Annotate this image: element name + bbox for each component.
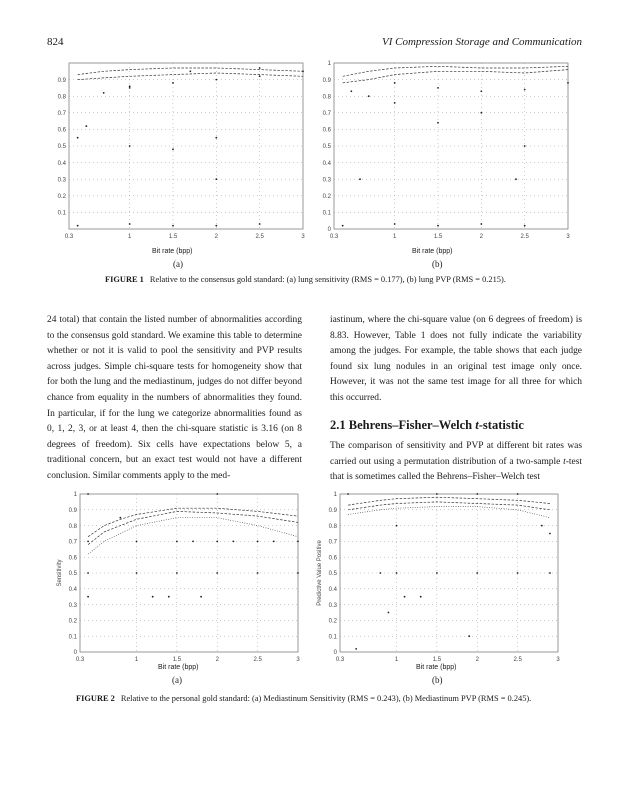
- x-tick-label: 1: [394, 657, 399, 663]
- y-tick-label: 0.4: [57, 160, 66, 167]
- y-tick-label: 0.6: [68, 555, 77, 562]
- y-tick-label: 0.7: [57, 111, 66, 117]
- data-point: [216, 541, 218, 543]
- data-point: [87, 596, 89, 598]
- data-point: [87, 541, 89, 543]
- y-tick-label: 0.5: [328, 571, 337, 578]
- y-tick-label: 0.6: [322, 127, 331, 134]
- y-tick-label: 0.9: [322, 77, 331, 84]
- y-tick-label: 0.5: [68, 571, 77, 578]
- y-tick-label: 0.7: [328, 539, 337, 546]
- body-left-paragraph: 24 total) that contain the listed number of abnormalities according to the consensus gold standard. We examine this table to determine whether or not it is valid to pool the sensitivity and PVP results across judges. Simple chi-square tests for homogeneity show that for both the lung and the mediastinum, judges do not differ beyond chance from equality in the numbers of abnormalities they found. In particular, if for the lung we categorize abnormalities found as 0, 1, 2, 3, or at least 4, then the chi-square statistic is 3.16 (on 8 degrees of freedom). Six cells have expectations below 5, a traditional concern, but an exact test would not have a different conclusion. Similar comments apply to the med-: [47, 315, 302, 481]
- data-point: [476, 493, 478, 495]
- series-line-upper: [348, 497, 550, 505]
- data-point: [176, 541, 178, 543]
- data-point: [136, 572, 138, 574]
- page-number: 824: [47, 36, 64, 48]
- data-point: [257, 541, 259, 543]
- paragraph-2-part-a: The comparison of sensitivity and PVP at different bit rates was carried out using a permutation distribution of a two-sample: [330, 441, 582, 467]
- data-point: [129, 145, 131, 147]
- section-heading-suffix: -statistic: [478, 417, 524, 432]
- x-tick-label: 3: [556, 657, 560, 663]
- y-tick-label: 0.1: [328, 634, 337, 641]
- data-point: [192, 541, 194, 543]
- data-point: [273, 541, 275, 543]
- y-tick-label: 0.6: [57, 127, 66, 134]
- y-tick-label: 0.9: [68, 508, 77, 514]
- body-right-paragraph-1: iastinum, where the chi-square value (on 6 degrees of freedom) is 8.83. However, Table 1 does not fully indicate the variability among the judges. For example, the table shows that each judge found six lung nodules in an original test image only once. However, it was not the same test image for all three for which this occurred.: [330, 315, 582, 403]
- y-tick-label: 0.3: [322, 177, 331, 184]
- x-tick-label: 2.5: [520, 234, 529, 240]
- data-point: [480, 90, 482, 92]
- x-tick-label: 2: [215, 657, 219, 663]
- data-point: [129, 223, 131, 225]
- figure-1a-xlabel: Bit rate (bpp): [152, 248, 193, 255]
- data-point: [297, 572, 299, 574]
- x-tick-label: 2: [479, 234, 484, 240]
- figure-2b-svg: [314, 488, 564, 668]
- y-tick-label: 0.8: [57, 94, 66, 101]
- data-point: [302, 70, 304, 72]
- data-point: [257, 572, 259, 574]
- data-point: [259, 223, 261, 225]
- data-point: [476, 572, 478, 574]
- y-tick-label: 0.8: [68, 523, 77, 530]
- data-point: [517, 493, 519, 495]
- data-point: [404, 596, 406, 598]
- body-right-column: [330, 313, 582, 486]
- y-tick-label: 0.3: [328, 602, 337, 609]
- figure-1b-chart: [312, 57, 574, 245]
- figure-1b-xlabel: Bit rate (bpp): [412, 248, 453, 255]
- data-point: [129, 85, 131, 87]
- data-point: [103, 92, 105, 94]
- data-point: [136, 541, 138, 543]
- section-heading-t: t: [475, 417, 479, 432]
- y-tick-label: 0.4: [322, 160, 331, 167]
- data-point: [517, 572, 519, 574]
- y-axis-label: Sensitivity: [57, 559, 63, 587]
- x-tick-label: 1.5: [172, 657, 182, 663]
- x-tick-label: 2.5: [253, 657, 262, 663]
- data-point: [200, 596, 202, 598]
- y-axis-label: Predictive Value Positive: [317, 540, 323, 606]
- data-point: [168, 596, 170, 598]
- data-point: [189, 70, 191, 72]
- data-point: [215, 79, 217, 81]
- y-tick-label: 0.2: [68, 618, 77, 625]
- figure-2-caption-text: Relative to the personal gold standard: (a) Mediastinum Sensitivity (RMS = 0.243), (b) Mediastinum PVP (RMS = 0.245).: [120, 694, 532, 703]
- figure-2b-label: (b): [432, 675, 443, 685]
- x-tick-label: 2.5: [255, 234, 264, 240]
- data-point: [524, 89, 526, 91]
- data-point: [567, 82, 569, 84]
- figure-1a-label: (a): [173, 259, 183, 269]
- figure-2-caption: [76, 694, 531, 703]
- figure-2a-xlabel: Bit rate (bpp): [158, 664, 199, 671]
- section-heading-text: 2.1 Behrens–Fisher–Welch: [330, 417, 476, 432]
- y-tick-label: 1: [333, 492, 337, 499]
- x-tick-label: 1: [134, 657, 139, 663]
- figure-1-caption-text: Relative to the consensus gold standard: (a) lung sensitivity (RMS = 0.177), (b) lung PVP (RMS = 0.215).: [149, 275, 506, 284]
- data-point: [77, 137, 79, 139]
- y-tick-label: 0.1: [57, 210, 66, 217]
- data-point: [524, 145, 526, 147]
- data-point: [436, 493, 438, 495]
- x-tick-label: 3: [296, 657, 300, 663]
- series-line-mean: [348, 502, 550, 510]
- data-point: [176, 572, 178, 574]
- data-point: [437, 122, 439, 124]
- data-point: [379, 572, 381, 574]
- y-tick-label: 0.1: [322, 210, 331, 217]
- figure-1-caption: [105, 275, 506, 284]
- data-point: [436, 572, 438, 574]
- data-point: [259, 75, 261, 77]
- data-point: [541, 525, 543, 527]
- x-tick-label: 2: [475, 657, 479, 663]
- y-tick-label: 0: [333, 650, 337, 657]
- series-line-lower: [348, 507, 550, 518]
- data-point: [388, 612, 390, 614]
- x-tick-label: 0.3: [75, 657, 85, 663]
- data-point: [549, 572, 551, 574]
- x-tick-label: 3: [301, 234, 305, 240]
- y-tick-label: 0.8: [328, 523, 337, 530]
- data-point: [87, 572, 89, 574]
- data-point: [524, 225, 526, 227]
- data-point: [437, 225, 439, 227]
- data-point: [347, 493, 349, 495]
- y-tick-label: 0.7: [322, 111, 331, 117]
- data-point: [216, 572, 218, 574]
- data-point: [468, 635, 470, 637]
- body-left-column: [47, 313, 302, 485]
- series-line-mean: [343, 70, 568, 83]
- x-tick-label: 1.5: [168, 234, 178, 240]
- figure-1a-svg: [47, 57, 309, 245]
- data-point: [215, 178, 217, 180]
- x-tick-label: 0.3: [329, 234, 339, 240]
- y-tick-label: 0.2: [322, 194, 331, 200]
- x-tick-label: 3: [566, 234, 570, 240]
- paragraph-2-t: t: [563, 456, 566, 467]
- series-line-mean: [88, 511, 298, 544]
- data-point: [359, 178, 361, 180]
- y-tick-label: 0.4: [68, 587, 77, 593]
- series-line-lower: [88, 518, 298, 554]
- data-point: [480, 223, 482, 225]
- y-tick-label: 0.2: [328, 618, 337, 625]
- y-tick-label: 0.6: [328, 555, 337, 562]
- data-point: [172, 82, 174, 84]
- data-point: [215, 137, 217, 139]
- x-tick-label: 1: [392, 234, 397, 240]
- running-header-title: VI Compression Storage and Communication: [381, 36, 582, 48]
- x-tick-label: 1.5: [433, 234, 443, 240]
- x-tick-label: 0.3: [335, 657, 345, 663]
- data-point: [85, 125, 87, 127]
- data-point: [515, 178, 517, 180]
- y-tick-label: 0.2: [57, 194, 66, 200]
- figure-2b-xlabel: Bit rate (bpp): [416, 664, 457, 671]
- y-tick-label: 0.3: [57, 177, 66, 184]
- y-tick-label: 0.4: [328, 587, 337, 593]
- data-point: [87, 493, 89, 495]
- section-heading: [330, 418, 582, 434]
- y-tick-label: 0.9: [57, 77, 66, 84]
- data-point: [396, 572, 398, 574]
- paragraph-2-part-b: -test that is sometimes called the Behrens–Fisher–Welch test: [330, 456, 582, 483]
- y-tick-label: 1: [327, 61, 331, 68]
- data-point: [394, 102, 396, 104]
- y-tick-label: 0.9: [328, 508, 337, 514]
- data-point: [152, 596, 154, 598]
- x-tick-label: 1.5: [432, 657, 442, 663]
- x-tick-label: 1: [127, 234, 132, 240]
- data-point: [215, 225, 217, 227]
- data-point: [549, 533, 551, 535]
- data-point: [216, 493, 218, 495]
- y-tick-label: 0.1: [68, 634, 77, 641]
- figure-2a-label: (a): [172, 675, 182, 685]
- data-point: [119, 517, 121, 519]
- figure-1b-svg: [312, 57, 574, 245]
- data-point: [233, 541, 235, 543]
- data-point: [394, 223, 396, 225]
- data-point: [437, 87, 439, 89]
- figure-2a-svg: [54, 488, 304, 668]
- data-point: [297, 541, 299, 543]
- data-point: [342, 225, 344, 227]
- figure-2-caption-label: FIGURE 2: [76, 694, 115, 703]
- body-right-paragraph-2: [330, 439, 582, 486]
- figure-2b-chart: [314, 488, 564, 668]
- series-line-upper: [88, 508, 298, 537]
- data-point: [129, 87, 131, 89]
- data-point: [172, 225, 174, 227]
- x-tick-label: 0.3: [64, 234, 74, 240]
- data-point: [394, 82, 396, 84]
- figure-1b-label: (b): [432, 259, 443, 269]
- figure-1a-chart: [47, 57, 309, 245]
- data-point: [350, 90, 352, 92]
- y-tick-label: 0.5: [57, 144, 66, 151]
- y-tick-label: 1: [73, 492, 77, 499]
- y-tick-label: 0.3: [68, 602, 77, 609]
- y-tick-label: 0.5: [322, 144, 331, 151]
- data-point: [355, 648, 357, 650]
- y-tick-label: 0.7: [68, 539, 77, 546]
- data-point: [172, 148, 174, 150]
- x-tick-label: 2.5: [513, 657, 522, 663]
- data-point: [420, 596, 422, 598]
- figure-1-caption-label: FIGURE 1: [105, 275, 144, 284]
- figure-2a-chart: [54, 488, 304, 668]
- data-point: [396, 525, 398, 527]
- y-tick-label: 0.8: [322, 94, 331, 101]
- data-point: [480, 112, 482, 114]
- data-point: [259, 67, 261, 69]
- x-tick-label: 2: [214, 234, 219, 240]
- data-point: [368, 95, 370, 97]
- data-point: [77, 225, 79, 227]
- series-line-mean: [78, 73, 303, 80]
- y-tick-label: 0: [327, 227, 331, 234]
- y-tick-label: 0: [73, 650, 77, 657]
